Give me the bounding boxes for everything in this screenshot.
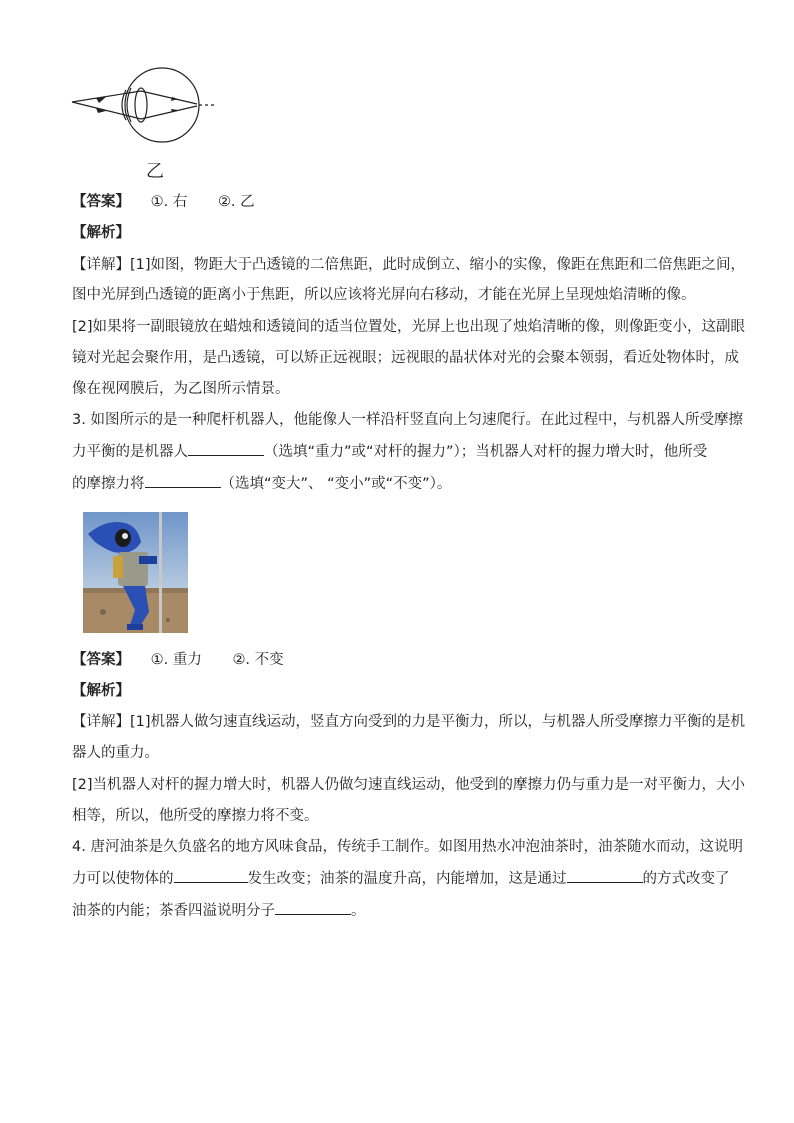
fill-blank[interactable]: [567, 868, 643, 883]
question-line: [72, 473, 451, 494]
answer-tag: 【答案】: [72, 194, 130, 210]
ray-upper-in: [72, 91, 141, 102]
climbing-robot-photo: [83, 512, 188, 633]
question-text: 力可以使物体的: [72, 871, 174, 887]
ray-lower-out: [141, 106, 197, 119]
eyeball-outline: [125, 68, 199, 142]
answer-item: ②. 不变: [232, 652, 284, 668]
question-text: 油茶的内能；茶香四溢说明分子: [72, 903, 275, 919]
answer-tag: 【答案】: [72, 652, 130, 668]
detail-line: 【详解】[1]如图，物距大于凸透镜的二倍焦距，此时成倒立、缩小的实像，像距在焦距和二倍焦距之间，: [72, 257, 746, 273]
detail-line: 像在视网膜后，为乙图所示情景。: [72, 381, 290, 397]
detail-line: 【详解】[1]机器人做匀速直线运动，竖直方向受到的力是平衡力，所以，与机器人所受摩擦力平衡的是机: [72, 714, 746, 730]
arrow-head: [96, 97, 106, 103]
question-text: （选填“重力”或“对杆的握力”）；当机器人对杆的握力增大时，他所受: [264, 444, 708, 460]
analysis-tag: 【解析】: [72, 683, 130, 699]
detail-line: 器人的重力。: [72, 745, 159, 761]
detail-line: [2]当机器人对杆的握力增大时，机器人仍做匀速直线运动，他受到的摩擦力仍与重力是一对平衡力，大小: [72, 777, 746, 793]
detail-line: 图中光屏到凸透镜的距离小于焦距，所以应该将光屏向右移动，才能在光屏上呈现烛焰清晰的像。: [72, 287, 696, 303]
question-line: [72, 900, 366, 921]
question-text: 发生改变；油茶的温度升高，内能增加，这是通过: [247, 871, 567, 887]
question-text: （选填“变大”、 “变小”或“不变”）。: [220, 476, 452, 492]
crystalline-lens: [135, 88, 147, 122]
fill-blank[interactable]: [145, 473, 221, 488]
question-text: 的方式改变了: [642, 871, 730, 887]
arrow-head: [171, 97, 178, 101]
detail-line: 镜对光起会聚作用，是凸透镜，可以矫正远视眼；远视眼的晶状体对光的会聚本领弱，看近处物体时，成: [72, 350, 739, 366]
fill-blank[interactable]: [275, 900, 351, 915]
question-line: 3. 如图所示的是一种爬杆机器人，他能像人一样沿杆竖直向上匀速爬行。在此过程中，与机器人所受摩擦: [72, 412, 743, 428]
analysis-tag: 【解析】: [72, 225, 130, 241]
question-line: 4. 唐河油茶是久负盛名的地方风味食品，传统手工制作。如图用热水冲泡油茶时，油茶随水而动，这说明: [72, 839, 743, 855]
question-text: 。: [351, 903, 366, 919]
diagram-label: 乙: [146, 161, 164, 182]
fill-blank[interactable]: [174, 868, 248, 883]
ray-upper-out: [141, 91, 197, 104]
answer-row: [72, 650, 284, 670]
question-text: 的摩擦力将: [72, 476, 145, 492]
question-line: [72, 868, 730, 889]
fill-blank[interactable]: [188, 441, 264, 456]
detail-line: 相等，所以，他所受的摩擦力将不变。: [72, 808, 319, 824]
eye-ray-diagram: [66, 62, 226, 157]
answer-row: [72, 192, 255, 212]
ray-lower-in: [72, 102, 141, 119]
question-text: 力平衡的是机器人: [72, 444, 188, 460]
answer-item: ①. 右: [150, 194, 188, 210]
detail-line: [2]如果将一副眼镜放在蜡烛和透镜间的适当位置处，光屏上也出现了烛焰清晰的像，则像距变小，这副眼: [72, 319, 746, 335]
answer-item: ①. 重力: [150, 652, 202, 668]
question-line: [72, 441, 707, 462]
answer-item: ②. 乙: [217, 194, 255, 210]
